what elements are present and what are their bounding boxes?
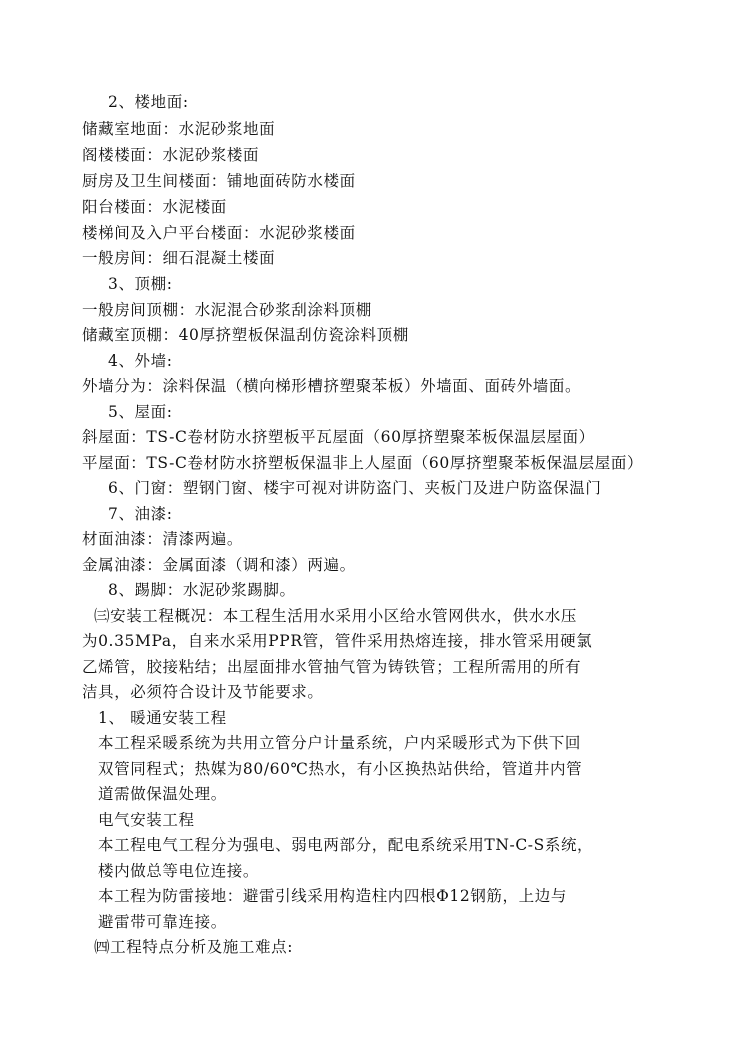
- para-installation-3: 乙烯管，胶接粘结；出屋面排水管抽气管为铸铁管；工程所需用的所有: [82, 658, 582, 676]
- line-exterior-wall: 外墙分为：涂料保温（横向梯形槽挤塑聚苯板）外墙面、面砖外墙面。: [82, 377, 582, 395]
- para-installation-4: 洁具，必须符合设计及节能要求。: [82, 683, 324, 701]
- line-balcony-floor: 阳台楼面：水泥楼面: [82, 198, 227, 216]
- heading-features: ㈣工程特点分析及施工难点:: [94, 938, 294, 956]
- heading-electrical: 电气安装工程: [98, 811, 195, 829]
- para-hvac-3: 道需做保温处理。: [98, 785, 227, 803]
- heading-exterior-wall: 4、外墙:: [108, 352, 173, 370]
- para-hvac-2: 双管同程式；热媒为80/60℃热水，有小区换热站供给，管道井内管: [98, 760, 583, 778]
- line-sloped-roof: 斜屋面：TS-C卷材防水挤塑板平瓦屋面（60厚挤塑聚苯板保温层屋面）: [82, 428, 595, 446]
- heading-floor: 2、楼地面:: [108, 93, 189, 111]
- para-lightning-1: 本工程为防雷接地：避雷引线采用构造柱内四根Φ12钢筋，上边与: [98, 887, 567, 905]
- line-flat-roof: 平屋面：TS-C卷材防水挤塑板保温非上人屋面（60厚挤塑聚苯板保温层屋面）: [82, 454, 644, 472]
- line-stair-floor: 楼梯间及入户平台楼面：水泥砂浆楼面: [82, 224, 356, 242]
- line-attic-floor: 阁楼楼面：水泥砂浆楼面: [82, 146, 260, 164]
- line-room-floor: 一般房间：细石混凝土楼面: [82, 249, 276, 267]
- para-electrical-1: 本工程电气工程分为强电、弱电两部分，配电系统采用TN-C-S系统，: [98, 836, 594, 854]
- line-storage-ceiling: 储藏室顶棚：40厚挤塑板保温刮仿瓷涂料顶棚: [82, 326, 409, 344]
- para-lightning-2: 避雷带可靠连接。: [98, 913, 227, 931]
- line-metal-paint: 金属油漆：金属面漆（调和漆）两遍。: [82, 556, 356, 574]
- para-hvac-1: 本工程采暖系统为共用立管分户计量系统，户内采暖形式为下供下回: [98, 734, 582, 752]
- line-storage-floor: 储藏室地面：水泥砂浆地面: [82, 120, 276, 138]
- heading-paint: 7、油漆:: [108, 505, 173, 523]
- para-installation-2: 为0.35MPa，自来水采用PPR管，管件采用热熔连接，排水管采用硬氯: [82, 632, 593, 650]
- line-wood-paint: 材面油漆：清漆两遍。: [82, 530, 244, 548]
- line-room-ceiling: 一般房间顶棚：水泥混合砂浆刮涂料顶棚: [82, 301, 372, 319]
- line-kitchen-floor: 厨房及卫生间楼面：铺地面砖防水楼面: [82, 172, 356, 190]
- para-installation-1: ㈢安装工程概况：本工程生活用水采用小区给水管网供水，供水水压: [94, 607, 578, 625]
- para-electrical-2: 楼内做总等电位连接。: [98, 862, 260, 880]
- line-skirting: 8、踢脚：水泥砂浆踢脚。: [108, 581, 296, 599]
- heading-hvac: 1、 暖通安装工程: [98, 709, 227, 727]
- line-doors-windows: 6、门窗：塑钢门窗、楼宇可视对讲防盗门、夹板门及进户防盗保温门: [108, 479, 602, 497]
- heading-ceiling: 3、顶棚:: [108, 275, 173, 293]
- heading-roof: 5、屋面:: [108, 403, 173, 421]
